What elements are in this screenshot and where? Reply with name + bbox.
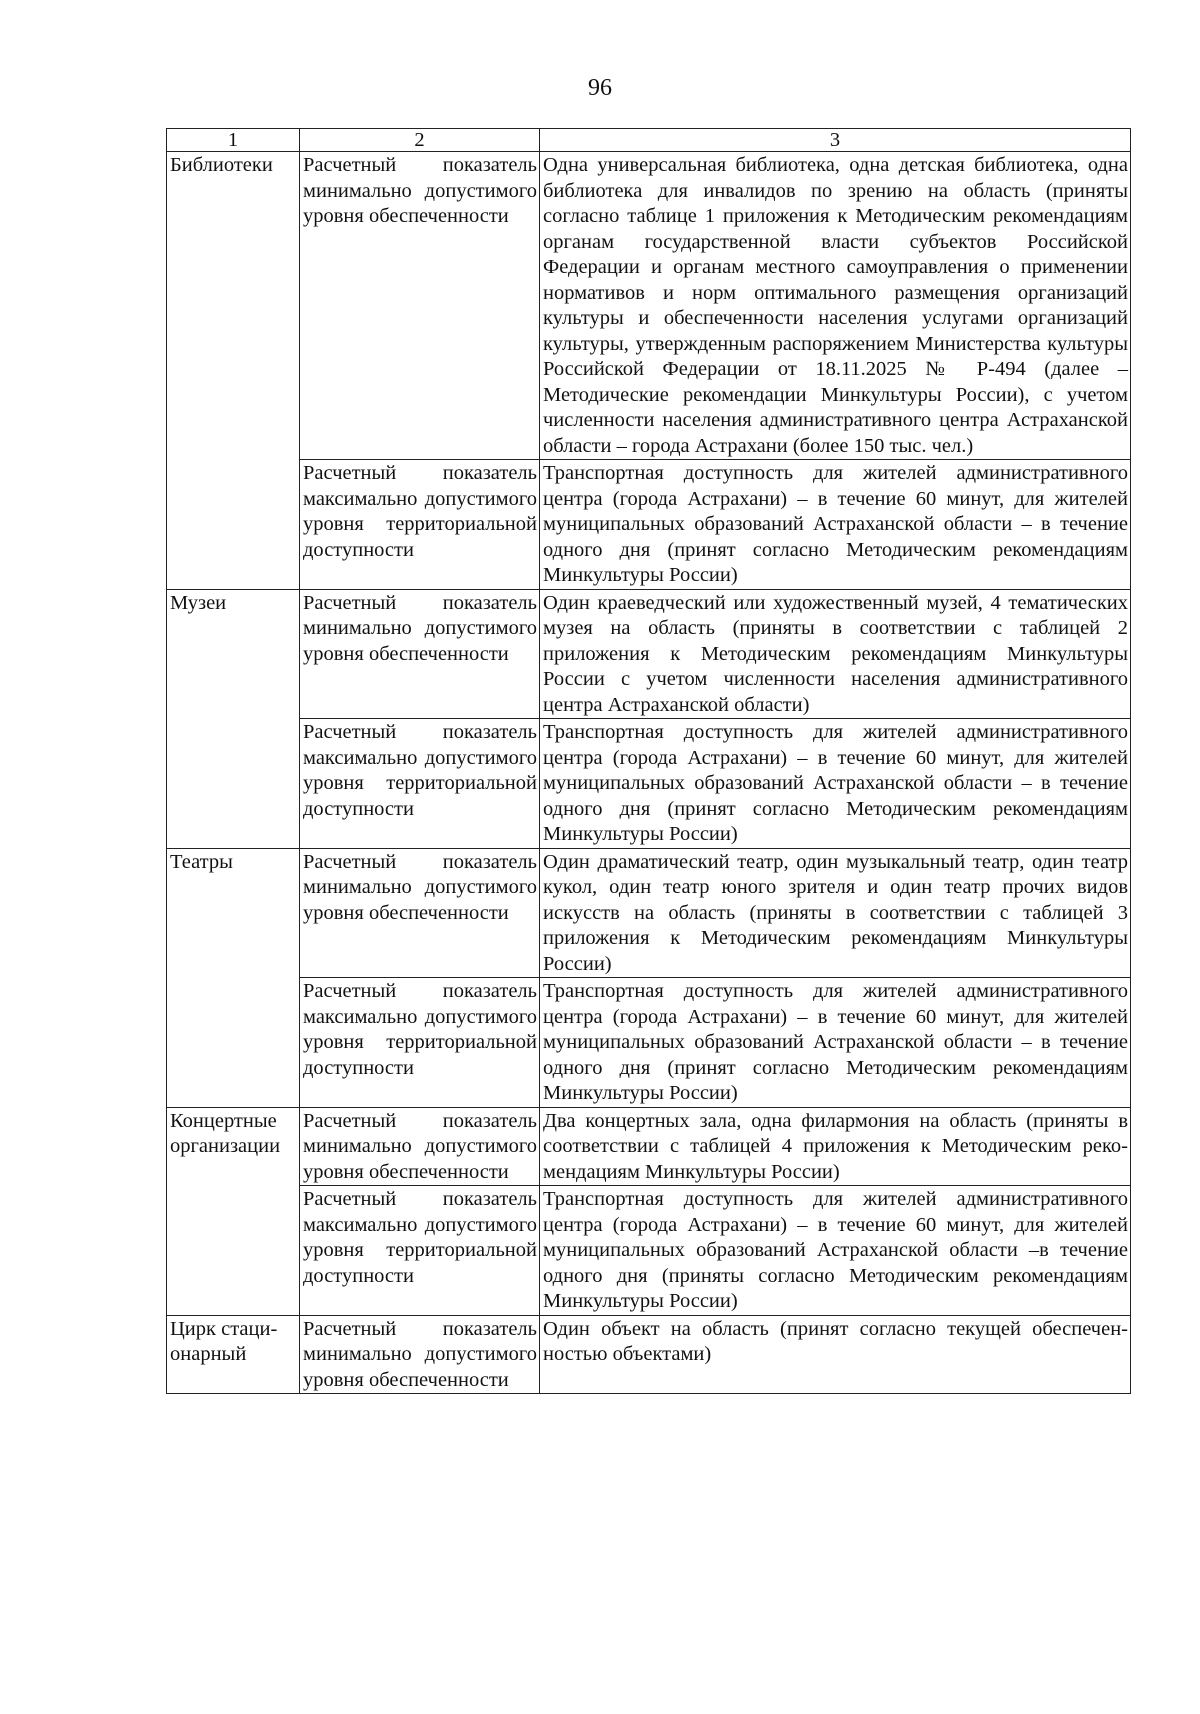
facility-type-circus: Цирк стационарный bbox=[167, 1315, 300, 1394]
table-row bbox=[167, 152, 1131, 460]
indicator-cell: Расчетный показатель максимально допустимого уровня территориальной доступности bbox=[300, 978, 540, 1108]
table-row bbox=[167, 978, 1131, 1108]
value-cell: Транспортная доступность для жителей административного центра (города Астрахани) – в течение 60 минут, для жителей муниципальных образований Астраханской области – в течение одного дня (принят согласно Методическим рекомендациям Минкультуры России) bbox=[540, 460, 1131, 590]
value-cell: Два концертных зала, одна филармония на область (приняты в соответствии с таблицей 4 приложения к Методическим рекомендациям Минкультуры России) bbox=[540, 1107, 1131, 1186]
table-row bbox=[167, 1315, 1131, 1394]
indicator-cell: Расчетный показатель минимально допустимого уровня обеспеченности bbox=[300, 589, 540, 719]
header-col-1: 1 bbox=[167, 129, 300, 152]
value-cell: Одна универсальная библиотека, одна детская библиотека, одна библиотека для инвалидов по зрению на область (приняты согласно таблице 1 приложения к Методическим рекомендациям органам государственной власти субъектов Российской Федерации и органам местного самоуправления о применении нормативов и норм оптимального размещения организаций культуры и обеспеченности населения услугами организаций культуры, утвержденным распоряжением Министерства культуры Российской Федерации от 18.11.2025 № Р-494 (далее – Методические рекомендации Минкультуры России), с учетом численности населения административного центра Астраханской области – города Астрахани (более 150 тыс. чел.) bbox=[540, 152, 1131, 460]
table-row bbox=[167, 848, 1131, 978]
header-col-2: 2 bbox=[300, 129, 540, 152]
table-row bbox=[167, 719, 1131, 849]
table-row bbox=[167, 1186, 1131, 1316]
page-number: 96 bbox=[588, 75, 612, 101]
facility-type-libraries: Библиотеки bbox=[167, 152, 300, 590]
value-cell: Один краеведческий или художественный музей, 4 тематических музея на область (приняты в соответствии с таблицей 2 приложения к Методическим рекомендациям Минкультуры России с учетом численности населения административного центра Астраханской области) bbox=[540, 589, 1131, 719]
table-row bbox=[167, 1107, 1131, 1186]
indicator-cell: Расчетный показатель минимально допустимого уровня обеспеченности bbox=[300, 1107, 540, 1186]
indicator-cell: Расчетный показатель максимально допустимого уровня территориальной доступности bbox=[300, 719, 540, 849]
value-cell: Один драматический театр, один музыкальный театр, один театр кукол, один театр юного зрителя и один театр прочих видов искусств на область (приняты в соответствии с таблицей 3 приложения к Методическим рекомендациям Минкультуры России) bbox=[540, 848, 1131, 978]
value-cell: Транспортная доступность для жителей административного центра (города Астрахани) – в течение 60 минут, для жителей муниципальных образований Астраханской области – в течение одного дня (принят согласно Методическим рекомендациям Минкультуры России) bbox=[540, 719, 1131, 849]
value-cell: Транспортная доступность для жителей административного центра (города Астрахани) – в течение 60 минут, для жителей муниципальных образований Астраханской области –в течение одного дня (приняты согласно Методическим рекомендациям Минкультуры России) bbox=[540, 1186, 1131, 1316]
indicator-cell: Расчетный показатель максимально допустимого уровня территориальной доступности bbox=[300, 460, 540, 590]
indicator-cell: Расчетный показатель минимально допустимого уровня обеспеченности bbox=[300, 848, 540, 978]
indicator-cell: Расчетный показатель минимально допустимого уровня обеспеченности bbox=[300, 152, 540, 460]
facility-type-museums: Музеи bbox=[167, 589, 300, 848]
table-row bbox=[167, 589, 1131, 719]
header-col-3: 3 bbox=[540, 129, 1131, 152]
facility-type-theatres: Театры bbox=[167, 848, 300, 1107]
indicator-cell: Расчетный показатель минимально допустимого уровня обеспеченности bbox=[300, 1315, 540, 1394]
standards-table bbox=[166, 128, 1131, 1394]
facility-type-concert-organizations: Концертные организации bbox=[167, 1107, 300, 1315]
table-row bbox=[167, 460, 1131, 590]
value-cell: Один объект на область (принят согласно текущей обеспеченностью объектами) bbox=[540, 1315, 1131, 1394]
table-header-row bbox=[167, 129, 1131, 152]
indicator-cell: Расчетный показатель максимально допустимого уровня территориальной доступности bbox=[300, 1186, 540, 1316]
value-cell: Транспортная доступность для жителей административного центра (города Астрахани) – в течение 60 минут, для жителей муниципальных образований Астраханской области – в течение одного дня (принят согласно Методическим рекомендациям Минкультуры России) bbox=[540, 978, 1131, 1108]
